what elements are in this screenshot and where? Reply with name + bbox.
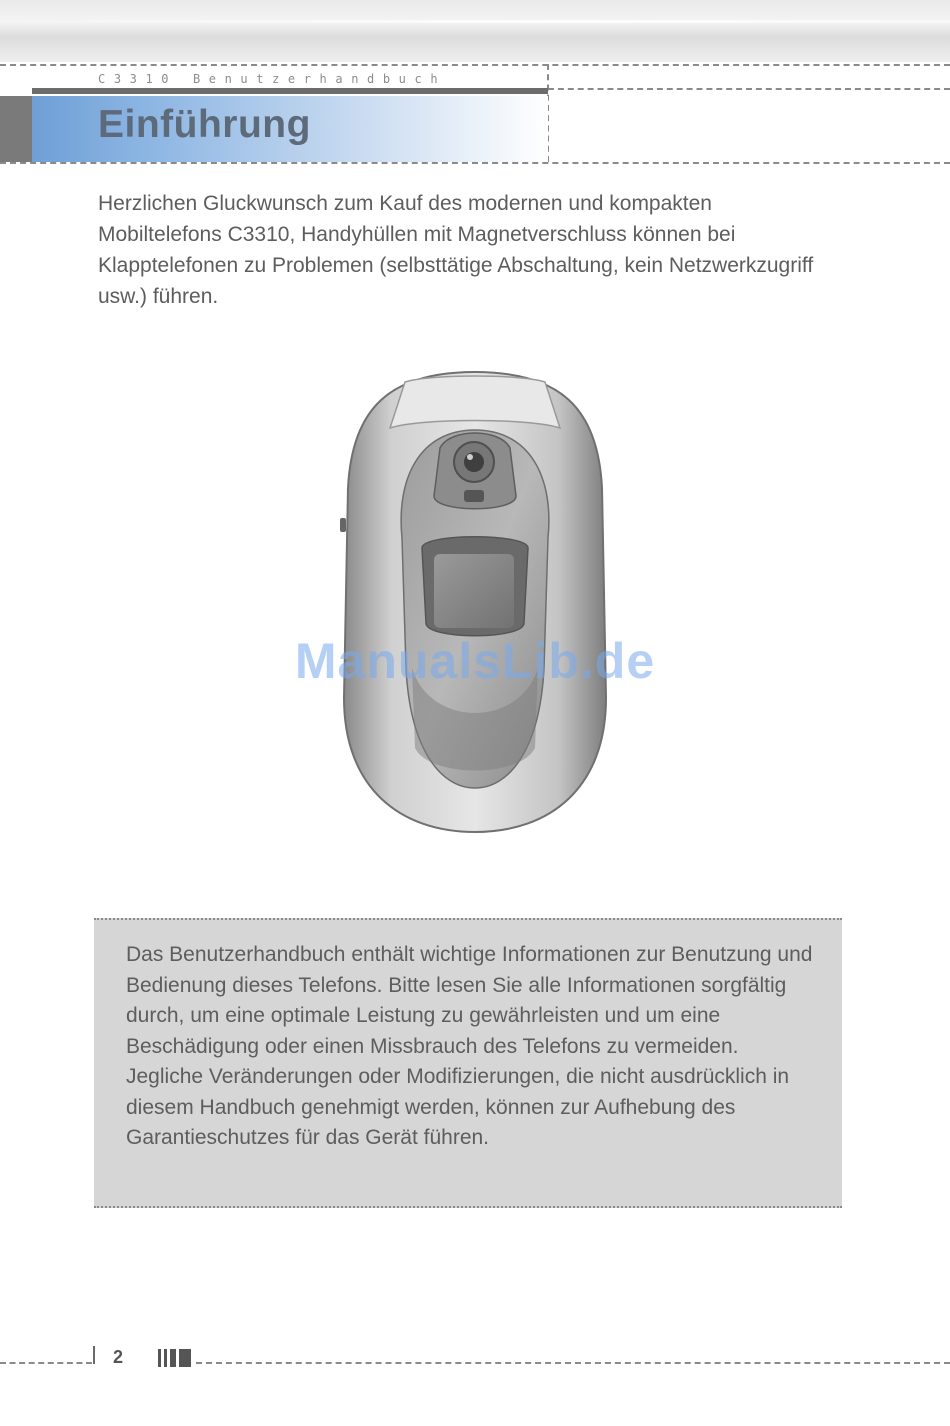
page-number: 2 [113,1347,124,1367]
flip-phone-illustration [330,368,620,838]
notice-text: Das Benutzerhandbuch enthält wichtige Informationen zur Benutzung und Bedienung dieses Telefons. Bitte lesen Sie alle Informationen sorgfältig durch, um eine optimale Leistung zu gewährleisten und um eine Beschädigung oder einen Missbrauch des Telefons zu vermeiden. Jegliche Veränderungen oder Modifizierungen, die nicht ausdrücklich in diesem Handbuch genehmigt werden, können zur Aufhebung des Garantieschutzes für das Gerät führen. [126,943,813,1149]
header-right-dashed-line [548,88,950,90]
footer-right-dashed-line [196,1362,950,1364]
header-top-dashed-line [0,64,950,66]
running-header-underline [32,88,548,94]
footer-left-dashed-line [0,1362,92,1364]
watermark: ManualsLib.de [294,633,656,689]
footer-tick [93,1346,95,1364]
section-title: Einführung [98,103,311,146]
top-decorative-band [0,0,950,62]
running-header: C3310 Benutzerhandbuch [98,72,447,86]
notice-box [94,918,842,1208]
header-bottom-dashed-line [0,162,950,164]
intro-paragraph: Herzlichen Gluckwunsch zum Kauf des modernen und kompakten Mobiltelefons C3310, Handyhüllen mit Magnetverschluss können bei Klapptelefonen zu Problemen (selbsttätige Abschaltung, kein Netzwerkzugriff usw.) führen. [98,192,814,308]
